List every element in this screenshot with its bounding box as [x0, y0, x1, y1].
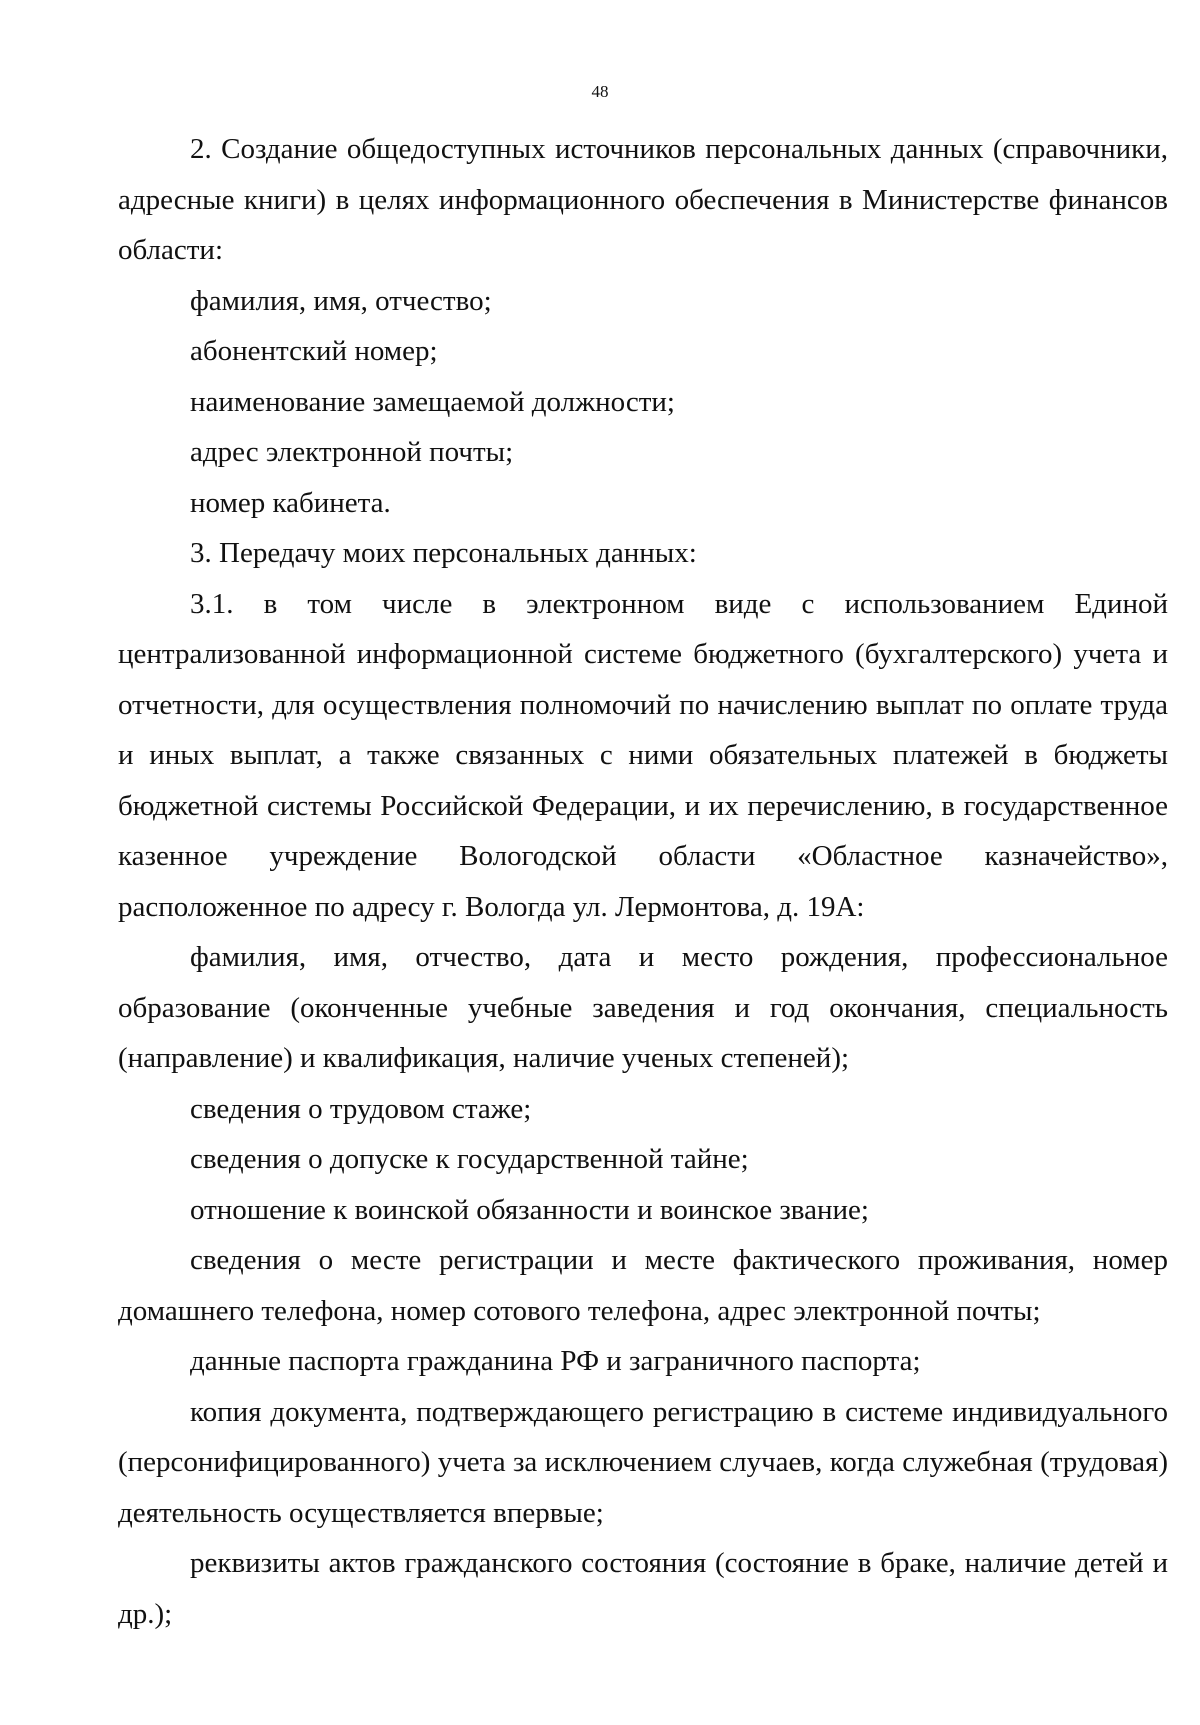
list-item-email: адрес электронной почты; — [190, 436, 514, 468]
document-body — [118, 124, 1168, 1639]
list-item-state-secret: сведения о допуске к государственной тайне; — [190, 1143, 749, 1175]
list-item-personal-education: фамилия, имя, отчество, дата и место рождения, профессиональное образование (оконченные учебные заведения и год окончания, специальность (направление) и квалификация, наличие ученых степеней); — [118, 941, 1168, 1074]
list-item-position: наименование замещаемой должности; — [190, 385, 675, 418]
paragraph-electronic-transfer: 3.1. в том числе в электронном виде с использованием Единой централизованной информационной системе бюджетного (бухгалтерского) учета и отчетности, для осуществления полномочий по начислению выплат по оплате труда и иных выплат, а также связанных с ними обязательных платежей в бюджеты бюджетной системы Российской Федерации, и их перечислению, в государственное казенное учреждение Вологодской области «Областное казначейство», расположенное по адресу г. Вологда ул. Лермонтова, д. 19А: — [118, 587, 1168, 923]
list-item-registration-document: копия документа, подтверждающего регистрацию в системе индивидуального (персонифицированного) учета за исключением случаев, когда служебная (трудовая) деятельность осуществляется впервые; — [118, 1395, 1168, 1529]
paragraph-public-sources: 2. Создание общедоступных источников персональных данных (справочники, адресные книги) в целях информационного обеспечения в Министерстве финансов области: — [118, 133, 1168, 266]
list-item-subscriber-number: абонентский номер; — [190, 335, 438, 367]
list-item-civil-status: реквизиты актов гражданского состояния (состояние в браке, наличие детей и др.); — [118, 1547, 1168, 1630]
list-item-passport: данные паспорта гражданина РФ и заграничного паспорта; — [190, 1345, 921, 1377]
list-item-office-number: номер кабинета. — [190, 486, 391, 519]
list-item-work-experience: сведения о трудовом стаже; — [190, 1092, 532, 1125]
list-item-residence-contacts: сведения о месте регистрации и месте фактического проживания, номер домашнего телефона, номер сотового телефона, адрес электронной почты; — [118, 1244, 1168, 1327]
list-item-full-name: фамилия, имя, отчество; — [190, 284, 492, 317]
list-item-military: отношение к воинской обязанности и воинское звание; — [190, 1193, 869, 1226]
paragraph-data-transfer: 3. Передачу моих персональных данных: — [190, 537, 697, 569]
page-number: 48 — [591, 82, 609, 101]
